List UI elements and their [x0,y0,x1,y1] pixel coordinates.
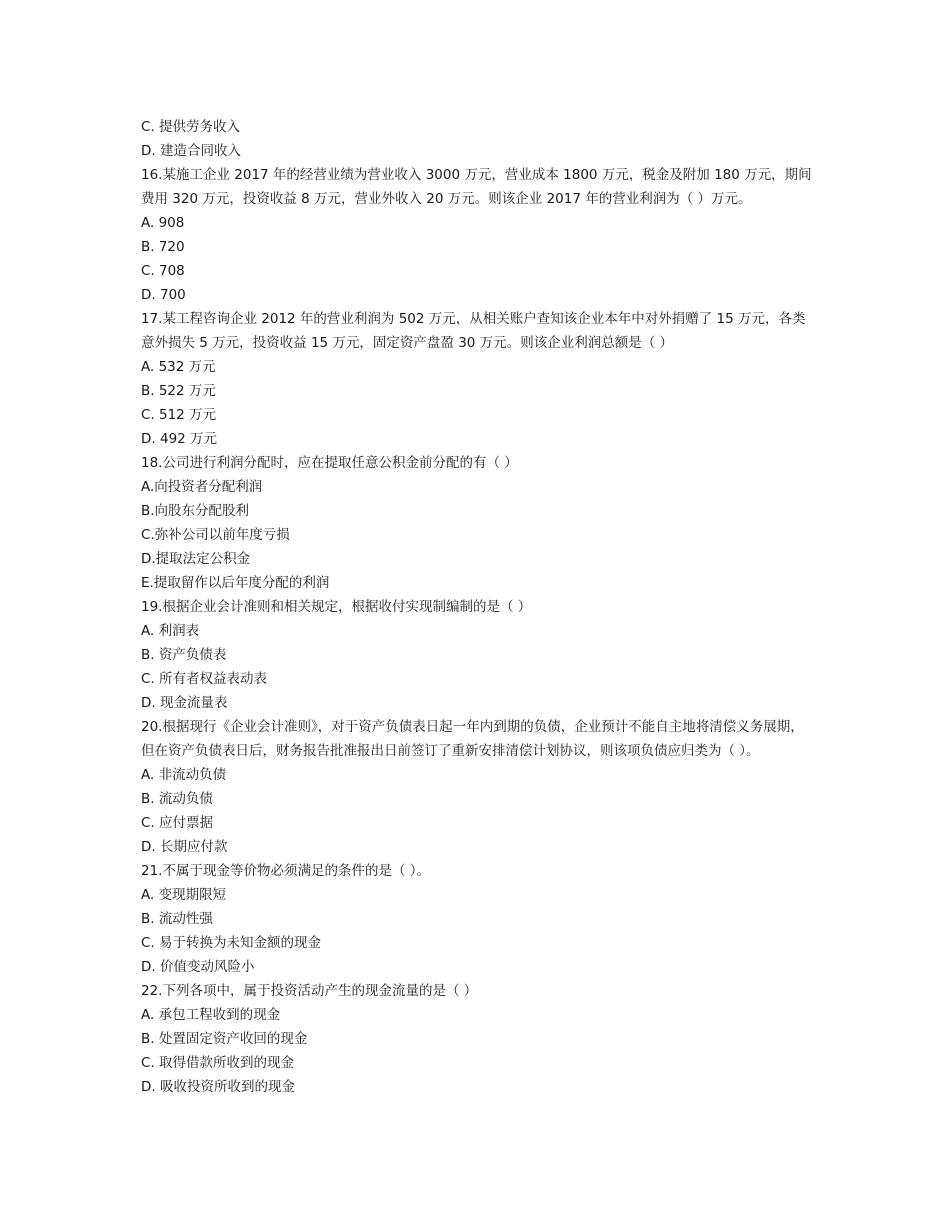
question-16-line-1: 16.某施工企业 2017 年的经营业绩为营业收入 3000 万元，营业成本 1800 万元，税金及附加 180 万元，期间 [141,167,812,183]
option-18b: B.向股东分配股利 [141,503,250,519]
question-19: 19.根据企业会计准则和相关规定，根据收付实现制编制的是（ ） [141,599,532,615]
option-22b: B. 处置固定资产收回的现金 [141,1031,308,1047]
document-body [141,115,821,1099]
option-20d: D. 长期应付款 [141,839,228,855]
option-19c: C. 所有者权益表动表 [141,671,268,687]
question-16-line-2: 费用 320 万元，投资收益 8 万元，营业外收入 20 万元。则该企业 2017 年的营业利润为（ ）万元。 [141,191,752,207]
question-20-line-2: 但在资产负债表日后，财务报告批准报出日前签订了重新安排清偿计划协议，则该项负债应归类为（ ）。 [141,743,760,759]
question-20-line-1: 20.根据现行《企业会计准则》，对于资产负债表日起一年内到期的负债，企业预计不能自主地将清偿义务展期， [141,719,804,735]
option-18d: D.提取法定公积金 [141,551,251,567]
option-17d: D. 492 万元 [141,431,218,447]
option-16a: A. 908 [141,215,185,231]
option-19d: D. 现金流量表 [141,695,228,711]
option-19a: A. 利润表 [141,623,200,639]
option-18e: E.提取留作以后年度分配的利润 [141,575,330,591]
option-15d: D. 建造合同收入 [141,143,241,159]
option-16c: C. 708 [141,263,185,279]
option-22d: D. 吸收投资所收到的现金 [141,1079,295,1095]
option-18c: C.弥补公司以前年度亏损 [141,527,290,543]
option-21b: B. 流动性强 [141,911,213,927]
option-17c: C. 512 万元 [141,407,217,423]
option-15c: C. 提供劳务收入 [141,119,241,135]
question-21: 21.不属于现金等价物必须满足的条件的是（ ）。 [141,863,431,879]
option-21d: D. 价值变动风险小 [141,959,255,975]
option-20a: A. 非流动负债 [141,767,227,783]
option-21c: C. 易于转换为未知金额的现金 [141,935,322,951]
option-21a: A. 变现期限短 [141,887,227,903]
question-17-line-1: 17.某工程咨询企业 2012 年的营业利润为 502 万元，从相关账户查知该企业本年中对外捐赠了 15 万元，各类 [141,311,806,327]
option-20b: B. 流动负债 [141,791,213,807]
option-20c: C. 应付票据 [141,815,214,831]
option-16b: B. 720 [141,239,185,255]
question-22: 22.下列各项中，属于投资活动产生的现金流量的是（ ） [141,983,478,999]
option-22a: A. 承包工程收到的现金 [141,1007,281,1023]
option-16d: D. 700 [141,287,186,303]
option-18a: A.向投资者分配利润 [141,479,263,495]
option-22c: C. 取得借款所收到的现金 [141,1055,295,1071]
question-17-line-2: 意外损失 5 万元，投资收益 15 万元，固定资产盘盈 30 万元。则该企业利润总额是（ ） [141,335,673,351]
option-19b: B. 资产负债表 [141,647,227,663]
option-17b: B. 522 万元 [141,383,216,399]
option-17a: A. 532 万元 [141,359,216,375]
question-18: 18.公司进行利润分配时，应在提取任意公积金前分配的有（ ） [141,455,518,471]
